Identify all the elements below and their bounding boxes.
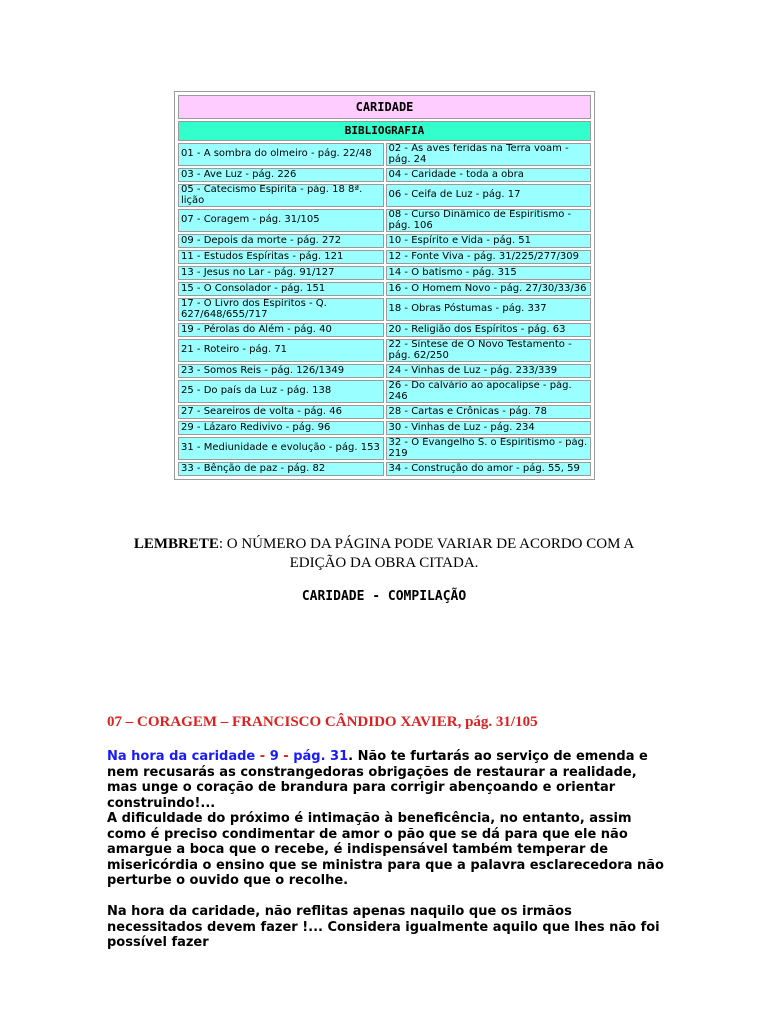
passage bbox=[107, 749, 667, 951]
table-row bbox=[178, 143, 591, 166]
table-row bbox=[178, 168, 591, 182]
table-row bbox=[178, 339, 591, 362]
table-row bbox=[178, 437, 591, 460]
reminder-text: : O NÚMERO DA PÁGINA PODE VARIAR DE ACORDO COM A EDIÇÃO DA OBRA CITADA. bbox=[218, 536, 635, 571]
passage-lead-number: 9 bbox=[269, 749, 279, 764]
table-row bbox=[178, 364, 591, 378]
passage-lead-sep-1: - bbox=[255, 749, 270, 764]
bibliography-entry: 21 - Roteiro - pág. 71 bbox=[178, 339, 384, 362]
bibliography-entry: 33 - Bênção de paz - pág. 82 bbox=[178, 462, 384, 476]
bibliography-entry: 01 - A sombra do olmeiro - pág. 22/48 bbox=[178, 143, 384, 166]
table-row bbox=[178, 234, 591, 248]
table-title: CARIDADE bbox=[178, 95, 591, 119]
bibliography-entry: 29 - Lázaro Redivivo - pág. 96 bbox=[178, 421, 384, 435]
table-row bbox=[178, 405, 591, 419]
bibliography-entry: 15 - O Consolador - pág. 151 bbox=[178, 282, 384, 296]
bibliography-entry: 27 - Seareiros de volta - pág. 46 bbox=[178, 405, 384, 419]
bibliography-entry: 09 - Depois da morte - pág. 272 bbox=[178, 234, 384, 248]
bibliography-entry: 11 - Estudos Espíritas - pág. 121 bbox=[178, 250, 384, 264]
bibliography-entry: 06 - Ceifa de Luz - pág. 17 bbox=[386, 184, 592, 207]
bibliography-entry: 26 - Do calvário ao apocalipse - pág. 246 bbox=[386, 380, 592, 403]
passage-paragraph-2: A dificuldade do próximo é intimação à beneficência, no entanto, assim como é preciso condimentar de amor o pão que se dá para que ele não amargue a boca que o recebe, é indispensável também temperar de misericórdia o ensino que se ministra para que a palavra esclarecedora não perturbe o ouvido que o recolhe. bbox=[107, 811, 664, 888]
bibliography-entry: 25 - Do país da Luz - pág. 138 bbox=[178, 380, 384, 403]
bibliography-entry: 19 - Pérolas do Além - pág. 40 bbox=[178, 323, 384, 337]
bibliography-entry: 13 - Jesus no Lar - pág. 91/127 bbox=[178, 266, 384, 280]
bibliography-entry: 34 - Construção do amor - pág. 55, 59 bbox=[386, 462, 592, 476]
bibliography-entry: 14 - O batismo - pág. 315 bbox=[386, 266, 592, 280]
bibliography-entry: 17 - O Livro dos Espíritos - Q. 627/648/655/717 bbox=[178, 298, 384, 321]
passage-lead-page: pág. 31 bbox=[293, 749, 349, 764]
table-subtitle: BIBLIOGRAFIA bbox=[178, 121, 591, 141]
bibliography-entry: 22 - Síntese de O Novo Testamento - pág. 62/250 bbox=[386, 339, 592, 362]
table-row bbox=[178, 266, 591, 280]
passage-lead-sep-2: - bbox=[278, 749, 294, 764]
table-row bbox=[178, 380, 591, 403]
bibliography-entry: 12 - Fonte Viva - pág. 31/225/277/309 bbox=[386, 250, 592, 264]
table-row bbox=[178, 298, 591, 321]
bibliography-table bbox=[174, 91, 595, 480]
passage-paragraph-1 bbox=[107, 749, 667, 811]
table-row bbox=[178, 209, 591, 232]
compilation-title: CARIDADE - COMPILAÇÃO bbox=[301, 589, 467, 604]
bibliography-entry: 05 - Catecismo Espírita - pág. 18 8ª. lição bbox=[178, 184, 384, 207]
reminder-label: LEMBRETE bbox=[133, 536, 219, 552]
bibliography-entry: 23 - Somos Reis - pág. 126/1349 bbox=[178, 364, 384, 378]
table-row bbox=[178, 184, 591, 207]
table-row bbox=[178, 250, 591, 264]
table-row bbox=[178, 421, 591, 435]
chapter-heading: 07 – CORAGEM – FRANCISCO CÂNDIDO XAVIER, pág. 31/105 bbox=[107, 714, 538, 730]
bibliography-entry: 18 - Obras Póstumas - pág. 337 bbox=[386, 298, 592, 321]
table-row bbox=[178, 282, 591, 296]
bibliography-entry: 03 - Ave Luz - pág. 226 bbox=[178, 168, 384, 182]
bibliography-entry: 04 - Caridade - toda a obra bbox=[386, 168, 592, 182]
bibliography-entry: 32 - O Evangelho S. o Espiritismo - pág. 219 bbox=[386, 437, 592, 460]
bibliography-entry: 16 - O Homem Novo - pág. 27/30/33/36 bbox=[386, 282, 592, 296]
bibliography-entry: 30 - Vinhas de Luz - pág. 234 bbox=[386, 421, 592, 435]
passage-lead-title: Na hora da caridade bbox=[107, 749, 256, 764]
bibliography-entry: 24 - Vinhas de Luz - pág. 233/339 bbox=[386, 364, 592, 378]
bibliography-entry: 02 - As aves feridas na Terra voam - pág. 24 bbox=[386, 143, 592, 166]
reminder-note bbox=[110, 535, 658, 573]
bibliography-entry: 10 - Espírito e Vida - pág. 51 bbox=[386, 234, 592, 248]
passage-lead-rest: . Não te furtarás ao serviço de emenda e nem recusarás as constrangedoras obrigações de restaurar a realidade, mas unge o coração de brandura para corrigir abençoando e orientar construindo!... bbox=[107, 749, 648, 811]
passage-paragraph-3: Na hora da caridade, não reflitas apenas naquilo que os irmãos necessitados devem fazer !... Considera igualmente aquilo que lhes não foi possível fazer bbox=[107, 904, 660, 950]
bibliography-entry: 28 - Cartas e Crônicas - pág. 78 bbox=[386, 405, 592, 419]
table-row bbox=[178, 323, 591, 337]
bibliography-entry: 08 - Curso Dinâmico de Espiritismo - pág. 106 bbox=[386, 209, 592, 232]
bibliography-entry: 20 - Religião dos Espíritos - pág. 63 bbox=[386, 323, 592, 337]
bibliography-entry: 31 - Mediunidade e evolução - pág. 153 bbox=[178, 437, 384, 460]
bibliography-entry: 07 - Coragem - pág. 31/105 bbox=[178, 209, 384, 232]
table-row bbox=[178, 462, 591, 476]
